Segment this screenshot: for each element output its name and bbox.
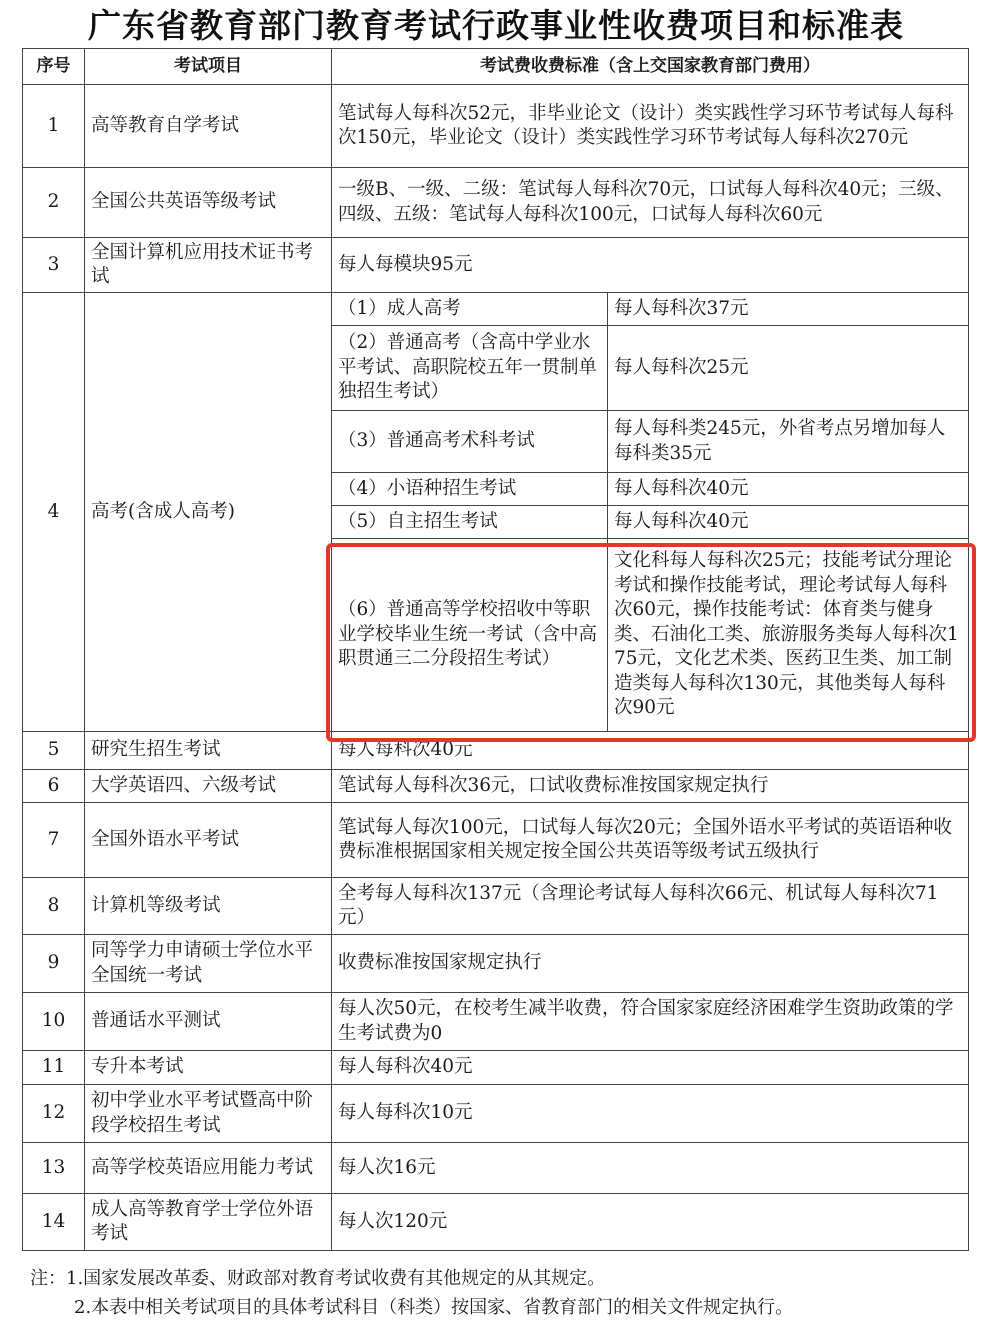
sub-exam-fee: 每人每科次40元 xyxy=(608,506,969,539)
exam-item: 全国外语水平考试 xyxy=(85,803,332,878)
row-number: 5 xyxy=(23,732,85,770)
sub-exam-fee: 文化科每人每科次25元；技能考试分理论考试和操作技能考试，理论考试每人每科次60元，操作技能考试：体育类与健身类、石油化工类、旅游服务类每人每科次175元，文化艺术类、医药卫生类、加工制造类每人每科次130元，其他类每人每科次90元 xyxy=(608,539,969,732)
fee-standard: 每人次50元，在校考生减半收费，符合国家家庭经济困难学生资助政策的学生考试费为0 xyxy=(332,993,969,1051)
row-number: 12 xyxy=(23,1085,85,1143)
note-2: 2.本表中相关考试项目的具体考试科目（科类）按国家、省教育部门的相关文件规定执行。 xyxy=(74,1297,794,1318)
fee-standard: 每人每科次40元 xyxy=(332,1051,969,1085)
table-row xyxy=(23,85,969,168)
table-row xyxy=(23,238,969,293)
header-index: 序号 xyxy=(23,49,85,85)
row-number: 13 xyxy=(23,1143,85,1194)
exam-item: 成人高等教育学士学位外语考试 xyxy=(85,1194,332,1251)
sub-exam-fee: 每人每科次25元 xyxy=(608,326,969,411)
row-number: 10 xyxy=(23,993,85,1051)
table-row xyxy=(23,1194,969,1251)
sub-exam-name: （1）成人高考 xyxy=(332,293,608,326)
table-row xyxy=(23,1143,969,1194)
table-row xyxy=(23,168,969,238)
row-number: 2 xyxy=(23,168,85,238)
exam-item: 同等学力申请硕士学位水平全国统一考试 xyxy=(85,935,332,993)
sub-exam-name: （4）小语种招生考试 xyxy=(332,473,608,506)
fee-standard: 笔试每人每次100元，口试每人每次20元；全国外语水平考试的英语语种收费标准根据国家相关规定按全国公共英语等级考试五级执行 xyxy=(332,803,969,878)
fee-standard: 每人次16元 xyxy=(332,1143,969,1194)
row-number: 3 xyxy=(23,238,85,293)
table-row xyxy=(23,1085,969,1143)
table-row xyxy=(23,803,969,878)
row-number: 14 xyxy=(23,1194,85,1251)
fee-standard: 每人次120元 xyxy=(332,1194,969,1251)
table-row xyxy=(23,993,969,1051)
sub-exam-name: （5）自主招生考试 xyxy=(332,506,608,539)
row-number: 8 xyxy=(23,878,85,935)
note-1: 注：1.国家发展改革委、财政部对教育考试收费有其他规定的从其规定。 xyxy=(30,1268,606,1289)
table-row xyxy=(23,935,969,993)
exam-item: 研究生招生考试 xyxy=(85,732,332,770)
exam-item: 高等学校英语应用能力考试 xyxy=(85,1143,332,1194)
exam-item: 专升本考试 xyxy=(85,1051,332,1085)
header-standard: 考试费收费标准（含上交国家教育部门费用） xyxy=(332,49,969,85)
exam-item: 大学英语四、六级考试 xyxy=(85,770,332,803)
row-number: 1 xyxy=(23,85,85,168)
sub-exam-fee: 每人每科类245元，外省考点另增加每人每科类35元 xyxy=(608,411,969,473)
row-number: 4 xyxy=(23,293,85,732)
exam-item: 高等教育自学考试 xyxy=(85,85,332,168)
fee-standard: 笔试每人每科次36元，口试收费标准按国家规定执行 xyxy=(332,770,969,803)
exam-item: 初中学业水平考试暨高中阶段学校招生考试 xyxy=(85,1085,332,1143)
sub-exam-fee: 每人每科次37元 xyxy=(608,293,969,326)
fee-standard: 收费标准按国家规定执行 xyxy=(332,935,969,993)
fee-standard: 全考每人每科次137元（含理论考试每人每科次66元、机试每人每科次71元） xyxy=(332,878,969,935)
exam-item: 普通话水平测试 xyxy=(85,993,332,1051)
sub-exam-name: （6）普通高等学校招收中等职业学校毕业生统一考试（含中高职贯通三二分段招生考试） xyxy=(332,539,608,732)
fee-standard: 每人每模块95元 xyxy=(332,238,969,293)
table-row xyxy=(23,1051,969,1085)
row-number: 11 xyxy=(23,1051,85,1085)
sub-exam-fee: 每人每科次40元 xyxy=(608,473,969,506)
fee-standard: 一级B、一级、二级：笔试每人每科次70元，口试每人每科次40元；三级、四级、五级：笔试每人每科次100元，口试每人每科次60元 xyxy=(332,168,969,238)
fee-standard: 每人每科次10元 xyxy=(332,1085,969,1143)
exam-item: 高考(含成人高考) xyxy=(85,293,332,732)
table-header-row xyxy=(23,49,969,85)
sub-exam-name: （3）普通高考术科考试 xyxy=(332,411,608,473)
table-row xyxy=(23,878,969,935)
notes xyxy=(30,1264,970,1322)
row-number: 6 xyxy=(23,770,85,803)
header-item: 考试项目 xyxy=(85,49,332,85)
row-number: 7 xyxy=(23,803,85,878)
table-row xyxy=(23,770,969,803)
page-title: 广东省教育部门教育考试行政事业性收费项目和标准表 xyxy=(88,6,904,45)
table-row xyxy=(23,293,969,326)
table-row xyxy=(23,732,969,770)
exam-item: 全国公共英语等级考试 xyxy=(85,168,332,238)
exam-item: 计算机等级考试 xyxy=(85,878,332,935)
row-number: 9 xyxy=(23,935,85,993)
fee-standard: 每人每科次40元 xyxy=(332,732,969,770)
sub-exam-name: （2）普通高考（含高中学业水平考试、高职院校五年一贯制单独招生考试） xyxy=(332,326,608,411)
fee-standard: 笔试每人每科次52元，非毕业论文（设计）类实践性学习环节考试每人每科次150元，毕业论文（设计）类实践性学习环节考试每人每科次270元 xyxy=(332,85,969,168)
fee-table xyxy=(22,48,969,1251)
exam-item: 全国计算机应用技术证书考试 xyxy=(85,238,332,293)
